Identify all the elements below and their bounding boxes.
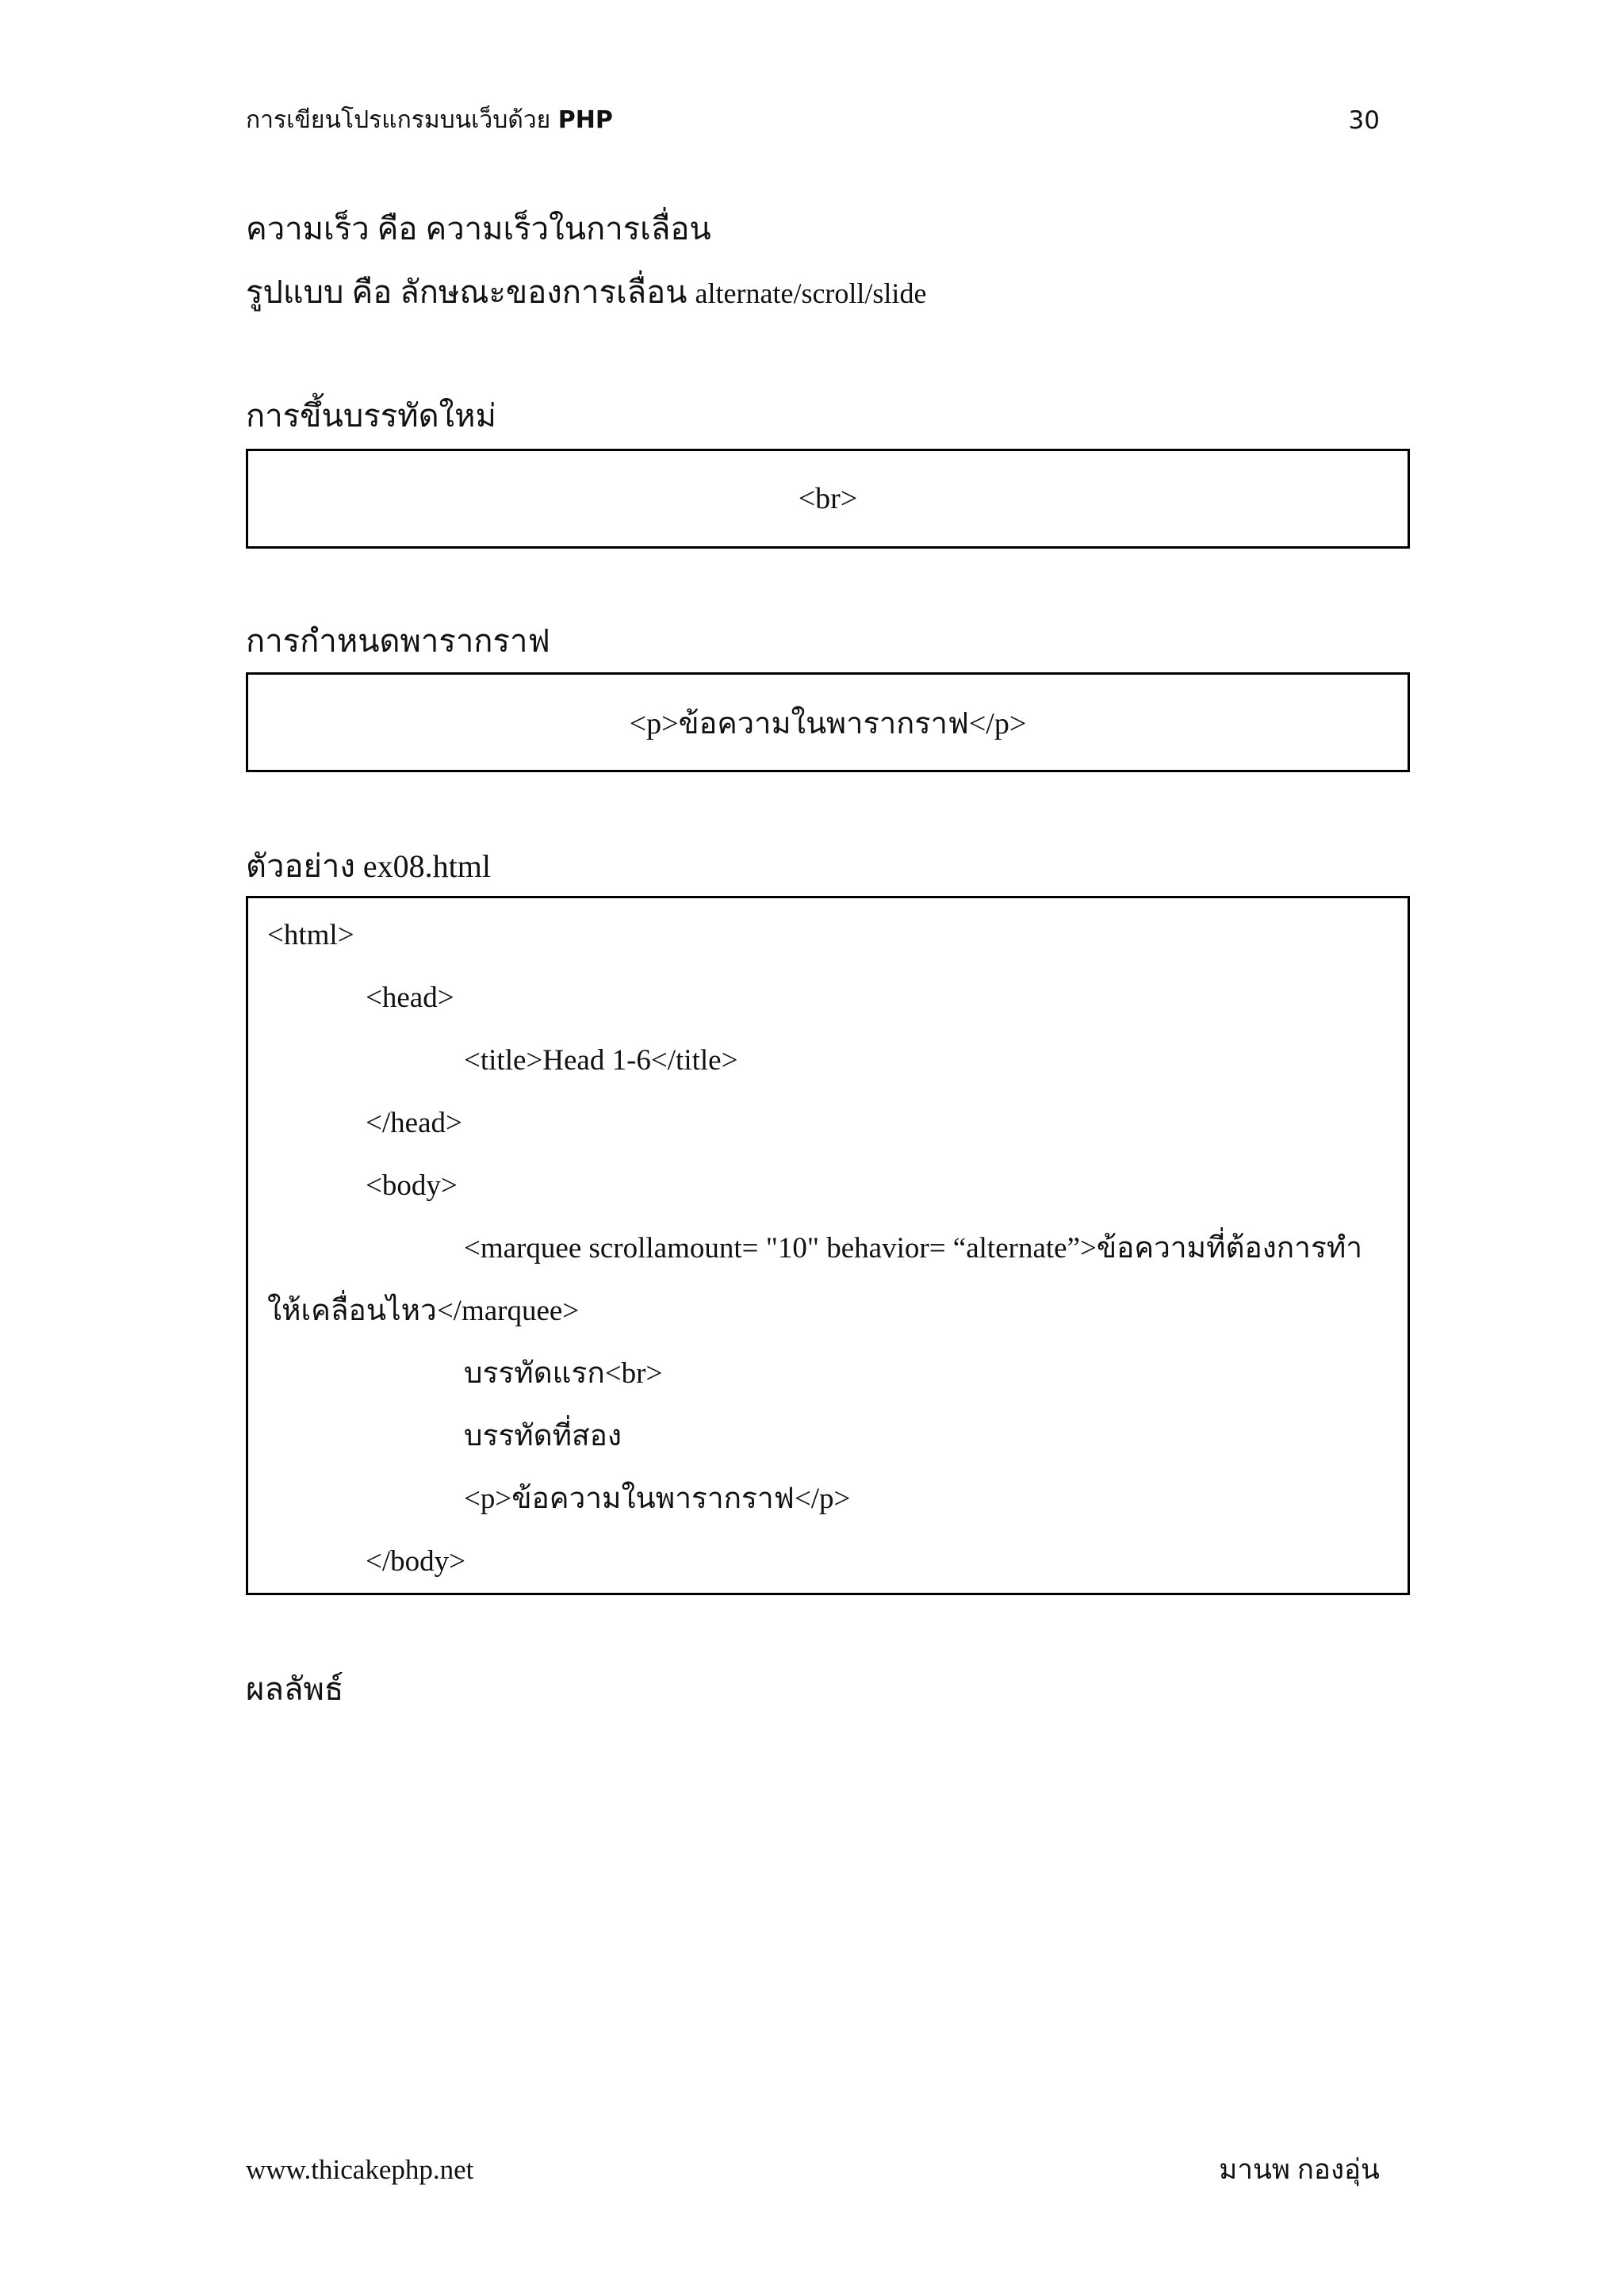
speed-description: ความเร็ว คือ ความเร็วในการเลื่อน (246, 211, 711, 247)
code-line: บรรทัดแรก<br> (464, 1357, 663, 1390)
newline-heading: การขึ้นบรรทัดใหม่ (246, 398, 496, 434)
code-line: <html> (267, 919, 354, 951)
code-line: </body> (366, 1545, 466, 1578)
page-number: 30 (1348, 106, 1380, 135)
paragraph-code: <p>ข้อความในพารากราฟ</p> (629, 706, 1027, 740)
format-description-values: alternate/scroll/slide (695, 277, 927, 309)
paragraph-heading: การกำหนดพารากราฟ (246, 623, 550, 659)
format-description-thai: รูปแบบ คือ ลักษณะของการเลื่อน (246, 274, 688, 310)
newline-code: <br> (798, 482, 858, 515)
running-header (246, 105, 613, 136)
header-title: การเขียนโปรแกรมบนเว็บด้วย (246, 106, 551, 134)
code-line: <title>Head 1-6</title> (464, 1044, 738, 1077)
format-description (246, 271, 926, 315)
code-line: <body> (366, 1169, 458, 1202)
code-line: <head> (366, 982, 454, 1014)
example-code-box (246, 896, 1410, 1595)
code-line: </head> (366, 1107, 462, 1139)
result-heading: ผลลัพธ์ (246, 1671, 344, 1707)
footer-website: www.thicakephp.net (246, 2154, 474, 2185)
header-title-php: PHP (557, 106, 613, 134)
newline-code-box (246, 449, 1410, 549)
code-line: บรรทัดที่สอง (464, 1420, 622, 1452)
code-line: ให้เคลื่อนไหว</marquee> (267, 1295, 580, 1327)
code-line: <marquee scrollamount= "10" behavior= “alternate”>ข้อความที่ต้องการทำ (464, 1232, 1362, 1265)
footer-author: มานพ กองอุ่น (1219, 2154, 1380, 2185)
code-line: <p>ข้อความในพารากราฟ</p> (464, 1483, 851, 1515)
example-heading: ตัวอย่าง ex08.html (246, 848, 491, 884)
paragraph-code-box (246, 672, 1410, 772)
